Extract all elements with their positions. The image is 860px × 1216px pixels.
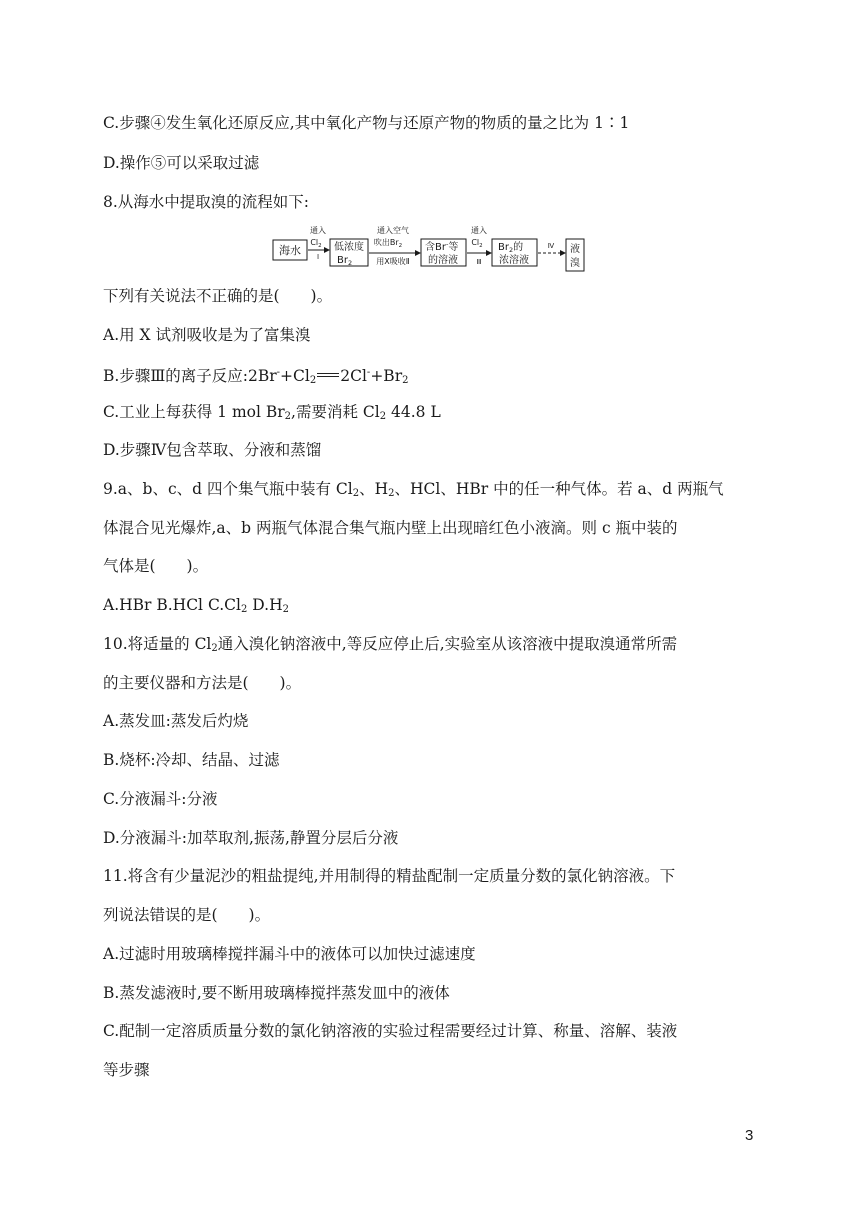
flow-box4-line1: Br bbox=[498, 242, 509, 253]
option-11c-line2: 等步骤 bbox=[103, 1061, 150, 1079]
flow-arrow1-bottom: Ⅰ bbox=[316, 253, 320, 261]
svg-text:Cl2: $Cl_2$ bbox=[310, 238, 322, 249]
option-7d: D.操作⑤可以采取过滤 bbox=[103, 154, 260, 172]
flow-box2-line1: 低浓度 bbox=[334, 242, 364, 253]
svg-text:Cl2: $Cl_2$ bbox=[471, 238, 483, 249]
bromine-extraction-flowchart bbox=[272, 226, 592, 272]
flow-arrow3-bottom: Ⅲ bbox=[476, 258, 482, 266]
option-11b: B.蒸发滤液时,要不断用玻璃棒搅拌蒸发皿中的液体 bbox=[103, 984, 450, 1002]
option-10c: C.分液漏斗:分液 bbox=[103, 790, 218, 808]
svg-text:吹出Br2: 吹出$Br_2$ bbox=[373, 238, 403, 249]
option-10d: D.分液漏斗:加萃取剂,振荡,静置分层后分液 bbox=[103, 829, 399, 847]
question-9-stem-line3: 气体是( )。 bbox=[103, 557, 209, 575]
svg-text:Br2的: $Br_2$的 bbox=[498, 242, 524, 254]
flow-arrow1-top2: Cl bbox=[310, 238, 319, 247]
option-8a: A.用 X 试剂吸收是为了富集溴 bbox=[103, 326, 311, 344]
flow-box3-line2: 的溶液 bbox=[428, 255, 458, 266]
option-8c: C.工业上每获得 1 mol $Br_2$,需要消耗 $Cl_2$ 44.8 L bbox=[103, 403, 441, 422]
flow-box-seawater-label: 海水 bbox=[279, 244, 301, 257]
flow-arrow2-top1: 通入空气 bbox=[377, 226, 409, 235]
flow-arrow2-bottom: 用X吸收Ⅱ bbox=[376, 257, 410, 266]
option-10b: B.烧杯:冷却、结晶、过滤 bbox=[103, 751, 280, 769]
question-9-stem-line2: 体混合见光爆炸,a、b 两瓶气体混合集气瓶内壁上出现暗红色小液滴。则 c 瓶中装的 bbox=[103, 519, 678, 537]
question-10-stem-line1: 10.将适量的 $Cl_2$通入溴化钠溶液中,等反应停止后,实验室从该溶液中提取溴通常所需 bbox=[103, 635, 678, 654]
page-number: 3 bbox=[745, 1127, 754, 1144]
flow-arrow1-top1: 通入 bbox=[310, 226, 326, 235]
flow-arrow3-top2: Cl bbox=[471, 238, 480, 247]
option-8b: B.步骤Ⅲ的离子反应$:2Br^-+Cl_2$ $2Cl^-+Br_2$ bbox=[103, 367, 409, 386]
flow-box5-line2: 溴 bbox=[570, 258, 580, 269]
option-8d: D.步骤Ⅳ包含萃取、分液和蒸馏 bbox=[103, 441, 322, 459]
question-9-stem-line1: 9.a、b、c、d 四个集气瓶中装有 $Cl_2$、$H_2$、HCl、HBr 中的任一种气体。若 a、d 两瓶气 bbox=[103, 480, 724, 499]
equals-sign bbox=[317, 373, 339, 377]
flow-box5-line1: 液 bbox=[570, 244, 580, 255]
flow-box3-line1: 含Br bbox=[425, 242, 446, 253]
svg-text:Br2: $Br_2$ bbox=[337, 255, 353, 267]
option-11c-line1: C.配制一定溶质质量分数的氯化钠溶液的实验过程需要经过计算、称量、溶解、装液 bbox=[103, 1022, 678, 1040]
flow-box4-line2: 浓溶液 bbox=[499, 255, 529, 266]
option-10a: A.蒸发皿:蒸发后灼烧 bbox=[103, 712, 249, 730]
svg-text:含Br-等: 含Br-等 bbox=[425, 240, 459, 253]
question-10-stem-line2: 的主要仪器和方法是( )。 bbox=[103, 674, 302, 692]
question-9-options: A.HBr B.HCl $C.Cl_2$ $D.H_2$ bbox=[103, 596, 289, 615]
option-7c: C.步骤④发生氧化还原反应,其中氧化产物与还原产物的物质的量之比为 1∶1 bbox=[103, 114, 630, 132]
question-11-stem-line2: 列说法错误的是( )。 bbox=[103, 906, 271, 924]
question-8-stem: 8.从海水中提取溴的流程如下: bbox=[103, 193, 310, 211]
question-11-stem-line1: 11.将含有少量泥沙的粗盐提纯,并用制得的精盐配制一定质量分数的氯化钠溶液。下 bbox=[103, 867, 676, 885]
flow-box2-line2: Br bbox=[337, 255, 348, 266]
option-11a: A.过滤时用玻璃棒搅拌漏斗中的液体可以加快过滤速度 bbox=[103, 945, 476, 963]
flow-arrow2-top2: 吹出Br bbox=[373, 238, 399, 247]
flow-arrow4-top: Ⅳ bbox=[547, 242, 555, 250]
question-8-prompt: 下列有关说法不正确的是( )。 bbox=[103, 287, 333, 305]
flow-arrow3-top1: 通入 bbox=[471, 226, 487, 235]
